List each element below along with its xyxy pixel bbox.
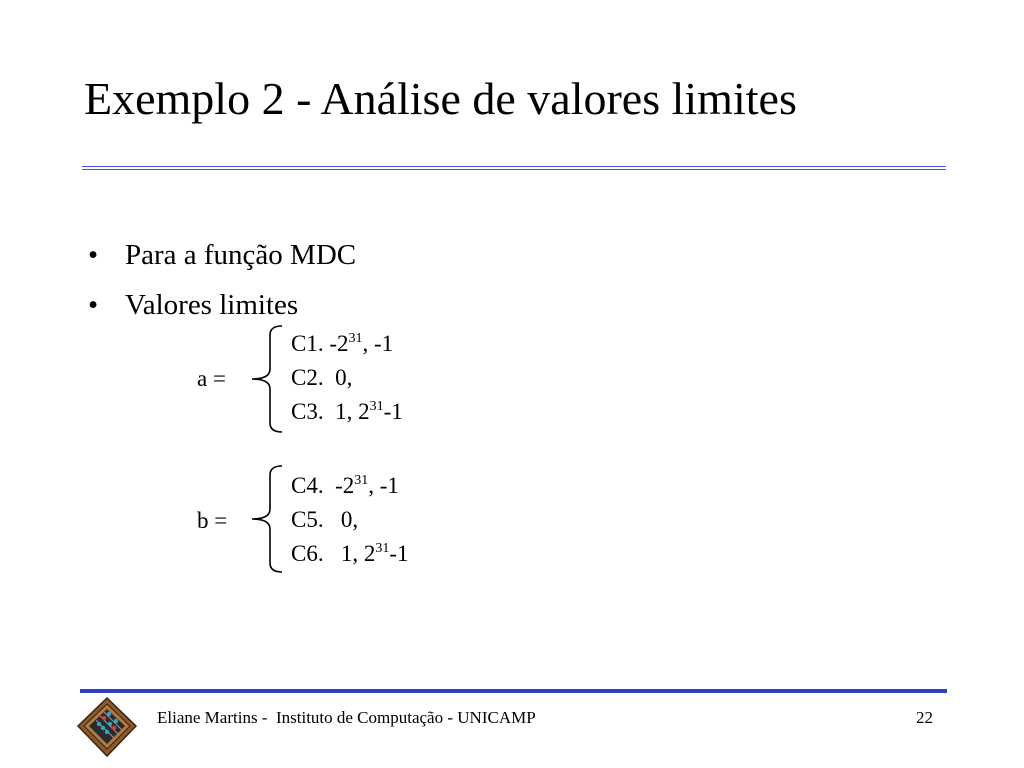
case-exponent: 31 [369,399,384,414]
case-line [291,400,403,423]
case-value: -2 [329,473,355,498]
case-value: 1, 2 [329,399,370,424]
group-a-brace-icon [244,323,284,435]
case-line [291,366,352,389]
case-id: C2. [291,365,324,390]
case-value: 1, 2 [329,541,376,566]
abacus-logo-icon [76,696,138,758]
title-rule-bottom [82,169,946,170]
case-exponent: 31 [354,473,369,488]
case-line [291,508,358,531]
case-line [291,542,409,565]
case-exponent: 31 [348,331,363,346]
case-value: 0, [329,507,359,532]
case-id: C3. [291,399,324,424]
footer-rule [80,689,947,693]
bullet-text: Valores limites [125,289,299,321]
slide-title: Exemplo 2 - Análise de valores limites [84,73,797,124]
bullet-dot-icon: • [88,239,99,271]
footer-text: Eliane Martins - Instituto de Computação - UNICAMP [157,708,536,727]
case-id: C5. [291,507,324,532]
case-id: C1. [291,331,324,356]
case-tail: , -1 [368,473,399,498]
case-exponent: 31 [375,541,390,556]
bullet-item [88,230,356,280]
case-tail: , -1 [362,331,394,356]
page-number: 22 [916,708,933,727]
bullet-dot-icon: • [88,289,99,321]
bullet-list [88,230,356,330]
bullet-text: Para a função MDC [125,239,357,271]
case-tail: -1 [389,541,409,566]
case-id: C6. [291,541,324,566]
case-tail: -1 [383,399,403,424]
case-line [291,474,399,497]
group-b-label: b = [197,508,228,533]
case-value: 0, [329,365,353,390]
bullet-item [88,280,356,330]
case-line [291,332,393,355]
title-rule-top [82,166,946,167]
case-id: C4. [291,473,324,498]
case-value: -2 [329,331,349,356]
group-b-brace-icon [244,463,284,575]
group-a-label: a = [197,366,226,391]
